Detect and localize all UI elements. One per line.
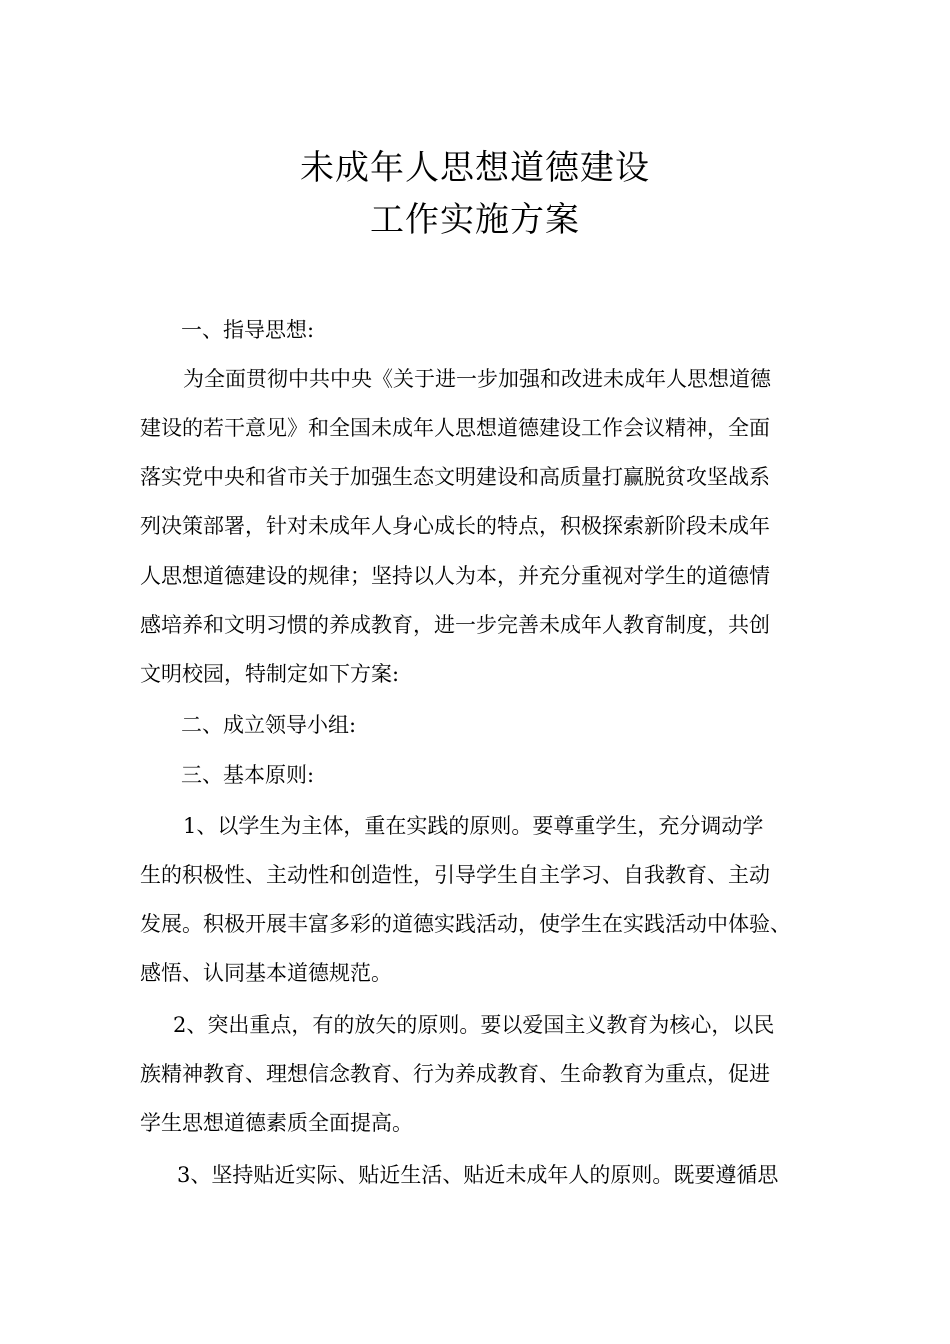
paragraph-line: 文明校园，特制定如下方案: — [140, 662, 400, 686]
paragraph-line: 落实党中央和省市关于加强生态文明建设和高质量打赢脱贫攻坚战系 — [140, 465, 770, 489]
paragraph-line: 发展。积极开展丰富多彩的道德实践活动，使学生在实践活动中体验、 — [140, 912, 791, 936]
paragraph-line: 2、突出重点，有的放矢的原则。要以爱国主义教育为核心，以民 — [173, 1013, 775, 1037]
section-heading-leadership-group: 二、成立领导小组: — [181, 713, 357, 737]
section-heading-guiding-thought: 一、指导思想: — [181, 318, 315, 342]
paragraph-line: 列决策部署，针对未成年人身心成长的特点，积极探索新阶段未成年 — [140, 514, 770, 538]
paragraph-line: 族精神教育、理想信念教育、行为养成教育、生命教育为重点，促进 — [140, 1062, 770, 1086]
paragraph-line: 人思想道德建设的规律；坚持以人为本，并充分重视对学生的道德情 — [140, 564, 770, 588]
paragraph-line: 为全面贯彻中共中央《关于进一步加强和改进未成年人思想道德 — [183, 367, 771, 391]
paragraph-line: 3、坚持贴近实际、贴近生活、贴近未成年人的原则。既要遵循思 — [177, 1163, 779, 1187]
document-title-line2: 工作实施方案 — [370, 200, 580, 240]
document-title-line1: 未成年人思想道德建设 — [300, 148, 650, 188]
paragraph-line: 学生思想道德素质全面提高。 — [140, 1111, 413, 1135]
paragraph-line: 1、以学生为主体，重在实践的原则。要尊重学生，充分调动学 — [183, 814, 764, 838]
paragraph-line: 生的积极性、主动性和创造性，引导学生自主学习、自我教育、主动 — [140, 863, 770, 887]
section-heading-basic-principles: 三、基本原则: — [181, 763, 315, 787]
paragraph-line: 感悟、认同基本道德规范。 — [140, 961, 392, 985]
paragraph-line: 建设的若干意见》和全国未成年人思想道德建设工作会议精神，全面 — [140, 416, 770, 440]
paragraph-line: 感培养和文明习惯的养成教育，进一步完善未成年人教育制度，共创 — [140, 613, 770, 637]
